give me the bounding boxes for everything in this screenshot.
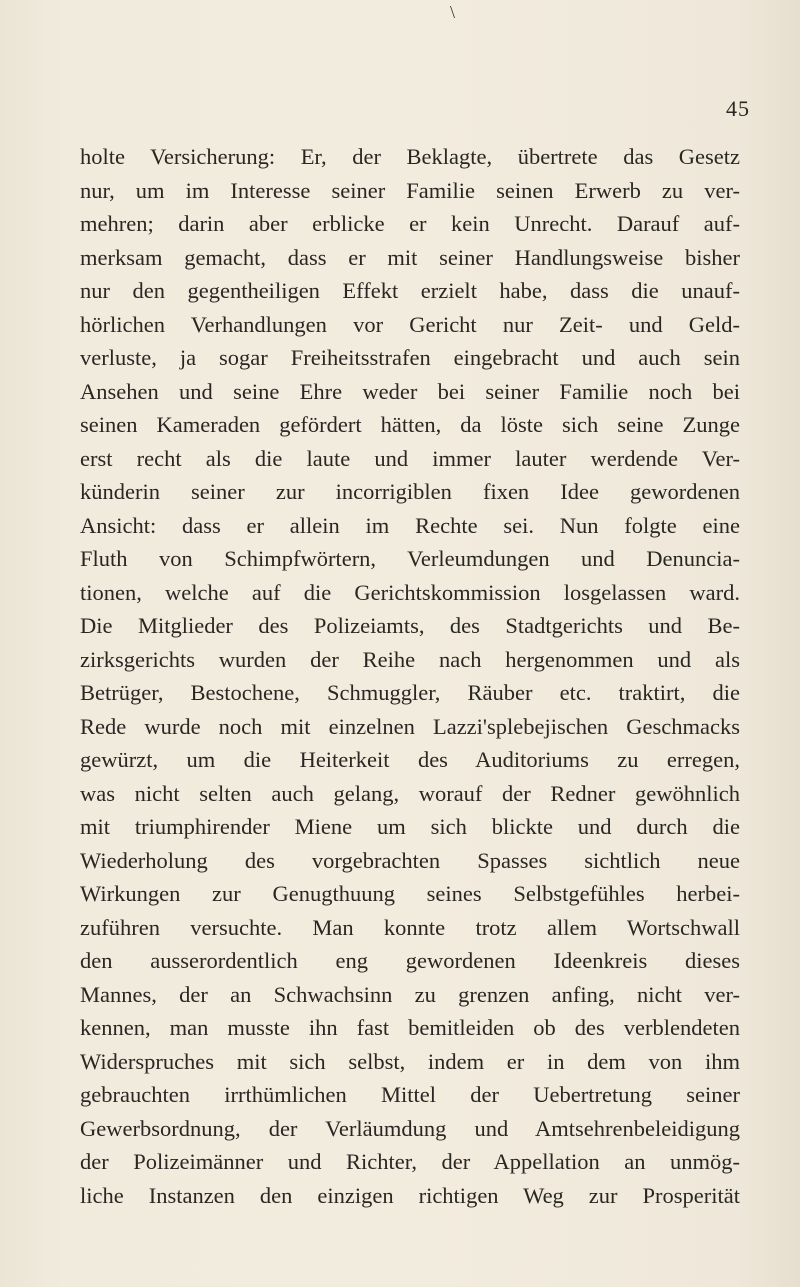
text-line: nur, um im Interesse seiner Familie seinen Erwerb zu ver- [80,177,740,203]
text-line: der Polizeimänner und Richter, der Appellation an unmög- [80,1149,740,1174]
body-text [80,140,740,1212]
text-line: mehren; darin aber erblicke er kein Unrecht. Darauf auf- [80,211,740,236]
text-line: Ansicht: dass er allein im Rechte sei. Nun folgte eine [80,512,740,538]
text-line: Widerspruches mit sich selbst, indem er in dem von ihm [80,1048,740,1074]
text-line: Wiederholung des vorgebrachten Spasses sichtlich neue [80,847,740,873]
page-number: 45 [726,96,750,121]
text-line: Gewerbsordnung, der Verläumdung und Amtsehrenbeleidigung [80,1115,740,1141]
text-line: zirksgerichts wurden der Reihe nach hergenommen und als [80,646,740,672]
text-line: verluste, ja sogar Freiheitsstrafen eingebracht und auch sein [80,345,740,370]
top-margin-mark: \ [450,2,456,22]
text-line: hörlichen Verhandlungen vor Gericht nur Zeit- und Geld- [80,311,740,337]
text-line: erst recht als die laute und immer lauter werdende Ver- [80,445,740,471]
text-line: gebrauchten irrthümlichen Mittel der Uebertretung seiner [80,1082,740,1107]
text-line: kennen, man musste ihn fast bemitleiden ob des verblendeten [80,1015,740,1040]
text-line: Rede wurde noch mit einzelnen Lazzi'splebejischen Geschmacks [80,713,740,739]
text-line: seinen Kameraden gefördert hätten, da löste sich seine Zunge [80,412,740,437]
text-line: gewürzt, um die Heiterkeit des Auditoriums zu erregen, [80,747,740,772]
text-line: merksam gemacht, dass er mit seiner Handlungsweise bisher [80,244,740,270]
text-line: Mannes, der an Schwachsinn zu grenzen anfing, nicht ver- [80,981,740,1007]
text-line: tionen, welche auf die Gerichtskommission losgelassen ward. [80,579,740,605]
text-line: den ausserordentlich eng gewordenen Ideenkreis dieses [80,948,740,973]
text-line: Betrüger, Bestochene, Schmuggler, Räuber etc. traktirt, die [80,680,740,705]
text-line: mit triumphirender Miene um sich blickte und durch die [80,814,740,839]
text-line: was nicht selten auch gelang, worauf der Redner gewöhnlich [80,780,740,806]
text-line: künderin seiner zur incorrigiblen fixen Idee gewordenen [80,479,740,504]
text-line: holte Versicherung: Er, der Beklagte, übertrete das Gesetz [80,144,740,169]
text-line: Wirkungen zur Genugthuung seines Selbstgefühles herbei- [80,881,740,906]
text-line: zuführen versuchte. Man konnte trotz allem Wortschwall [80,914,740,940]
text-line: Ansehen und seine Ehre weder bei seiner Familie noch bei [80,378,740,404]
text-line: Fluth von Schimpfwörtern, Verleumdungen und Denuncia- [80,546,740,571]
text-line: nur den gegentheiligen Effekt erzielt habe, dass die unauf- [80,278,740,303]
text-line: Die Mitglieder des Polizeiamts, des Stadtgerichts und Be- [80,613,740,638]
text-line: liche Instanzen den einzigen richtigen Weg zur Prosperität [80,1182,740,1208]
